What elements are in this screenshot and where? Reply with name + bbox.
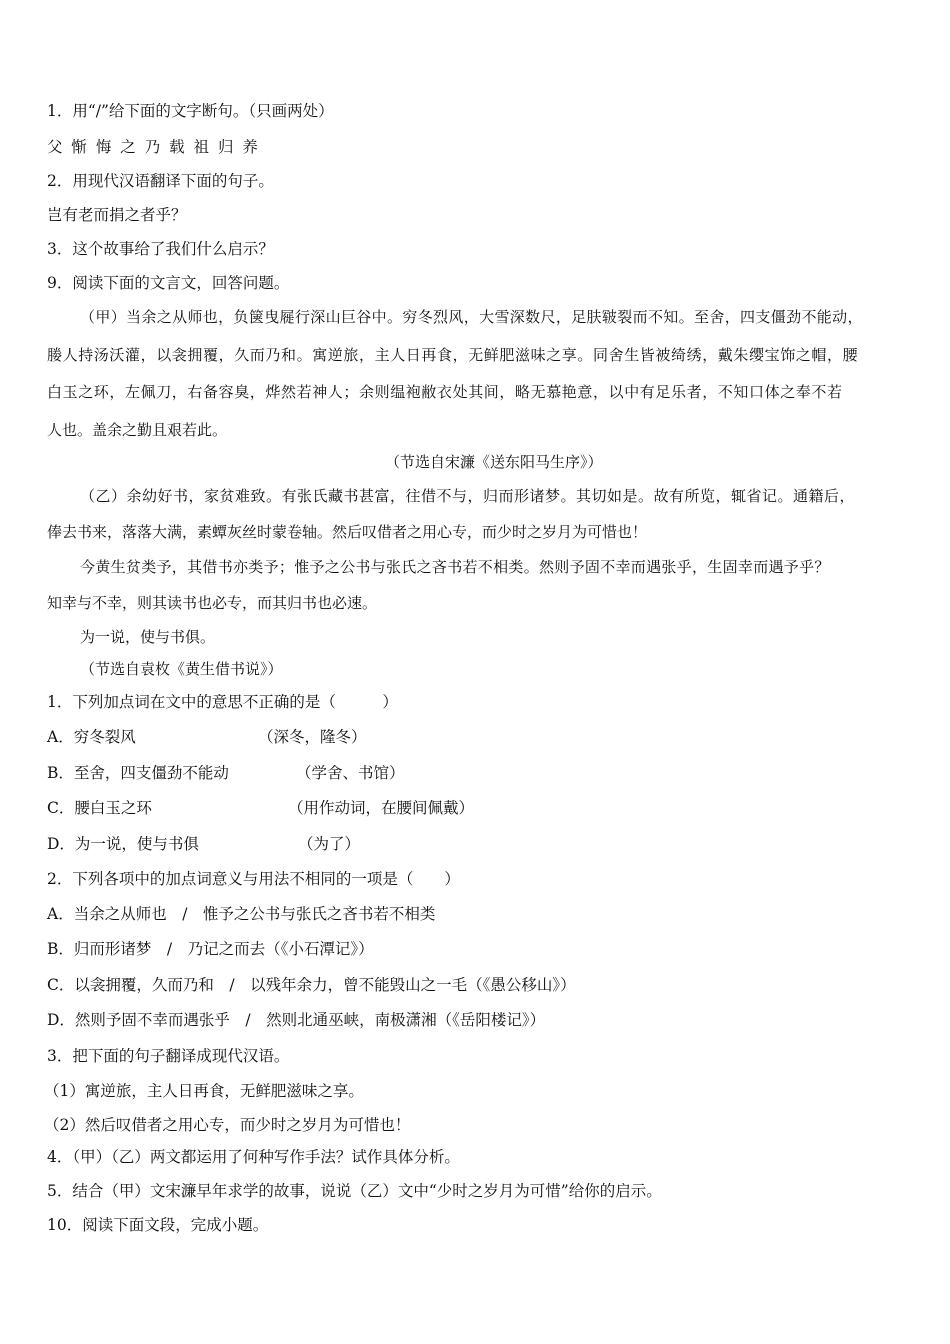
- option-definition: （用作动词，在腰间佩戴）: [288, 799, 475, 817]
- passage-yi-line: （乙）余幼好书，家贫难致。有张氏藏书甚富，往借不与，归而形诸梦。其切如是。故有所览，辄省记。通籍后，: [80, 487, 856, 505]
- passage-yi-line: 今黄生贫类予，其借书亦类予；惟予之公书与张氏之吝书若不相类。然则予固不幸而遇张乎，生固幸而遇予乎？: [80, 558, 830, 576]
- option-term: A．穷冬裂风: [47, 728, 136, 746]
- option-definition: （学舍、书馆）: [296, 764, 405, 782]
- subquestion-2-option: C．以衾拥覆，久而乃和 / 以残年余力，曾不能毁山之一毛（《愚公移山》）: [47, 976, 576, 994]
- passage-jia-line: 媵人持汤沃灌，以衾拥覆，久而乃和。寓逆旅，主人日再食，无鲜肥滋味之享。同舍生皆被绮绣，戴朱缨宝饰之帽，腰: [47, 346, 859, 364]
- subquestion-2-option: B．归而形诸梦 / 乃记之而去（《小石潭记》）: [47, 940, 374, 958]
- subquestion-5: 5．结合（甲）文宋濂早年求学的故事，说说（乙）文中“少时之岁月为可惜”给你的启示。: [47, 1182, 662, 1200]
- passage-yi-line: 俸去书来，落落大满，素蟫灰丝时蒙卷轴。然后叹借者之用心专，而少时之岁月为可惜也！: [47, 523, 648, 541]
- passage-yi-line: 为一说，使与书俱。: [80, 628, 216, 646]
- subquestion-2-option: D．然则予固不幸而遇张乎 / 然则北通巫峡，南极潇湘（《岳阳楼记》）: [47, 1011, 546, 1029]
- passage-jia-line: 白玉之环，左佩刀，右备容臭，烨然若神人；余则缊袍敝衣处其间，略无慕艳意，以中有足乐者，不知口体之奉不若: [47, 383, 843, 401]
- question-1-text: 父 惭 悔 之 乃 载 祖 归 养: [47, 138, 260, 156]
- passage-jia-line: （甲）当余之从师也，负箧曳屣行深山巨谷中。穷冬烈风，大雪深数尺，足肤皲裂而不知。至舍，四支僵劲不能动，: [80, 308, 863, 326]
- subquestion-2-stem: 2．下列各项中的加点词意义与用法不相同的一项是（ ）: [47, 870, 460, 888]
- question-1-break: 1．用“/”给下面的文字断句。（只画两处）: [47, 102, 334, 120]
- subquestion-3-item: （1）寓逆旅，主人日再食，无鲜肥滋味之享。: [44, 1082, 364, 1100]
- subquestion-1-option: [47, 763, 229, 783]
- option-definition: （为了）: [298, 835, 361, 853]
- passage-yi-line: 知幸与不幸，则其读书也必专，而其归书也必速。: [47, 594, 378, 612]
- passage-jia-source: （节选自宋濂《送东阳马生序》）: [385, 453, 603, 471]
- subquestion-1-option: [47, 798, 152, 818]
- passage-jia-line: 人也。盖余之勤且艰若此。: [47, 421, 228, 439]
- subquestion-1-option: [47, 727, 136, 747]
- passage-yi-source: （节选自袁枚《黄生借书说》）: [80, 660, 283, 678]
- subquestion-1-stem: 1．下列加点词在文中的意思不正确的是（ ）: [47, 693, 398, 711]
- subquestion-2-option: A．当余之从师也 / 惟予之公书与张氏之吝书若不相类: [47, 905, 436, 923]
- option-definition: （深冬，隆冬）: [258, 728, 367, 746]
- question-2-translate: 2．用现代汉语翻译下面的句子。: [47, 172, 274, 190]
- subquestion-4: 4．（甲）（乙）两文都运用了何种写作手法？试作具体分析。: [47, 1148, 460, 1166]
- question-3-insight: 3．这个故事给了我们什么启示？: [47, 240, 274, 258]
- subquestion-3-stem: 3．把下面的句子翻译成现代汉语。: [47, 1047, 290, 1065]
- subquestion-1-option: [47, 834, 199, 854]
- option-term: C．腰白玉之环: [47, 799, 152, 817]
- question-10-heading: 10．阅读下面文段，完成小题。: [47, 1216, 269, 1234]
- question-9-heading: 9．阅读下面的文言文，回答问题。: [47, 274, 290, 292]
- option-term: D．为一说，使与书俱: [47, 835, 199, 853]
- subquestion-3-item: （2）然后叹借者之用心专，而少时之岁月为可惜也！: [44, 1116, 411, 1134]
- option-term: B．至舍，四支僵劲不能动: [47, 764, 229, 782]
- question-2-sentence: 岂有老而捐之者乎？: [47, 206, 187, 224]
